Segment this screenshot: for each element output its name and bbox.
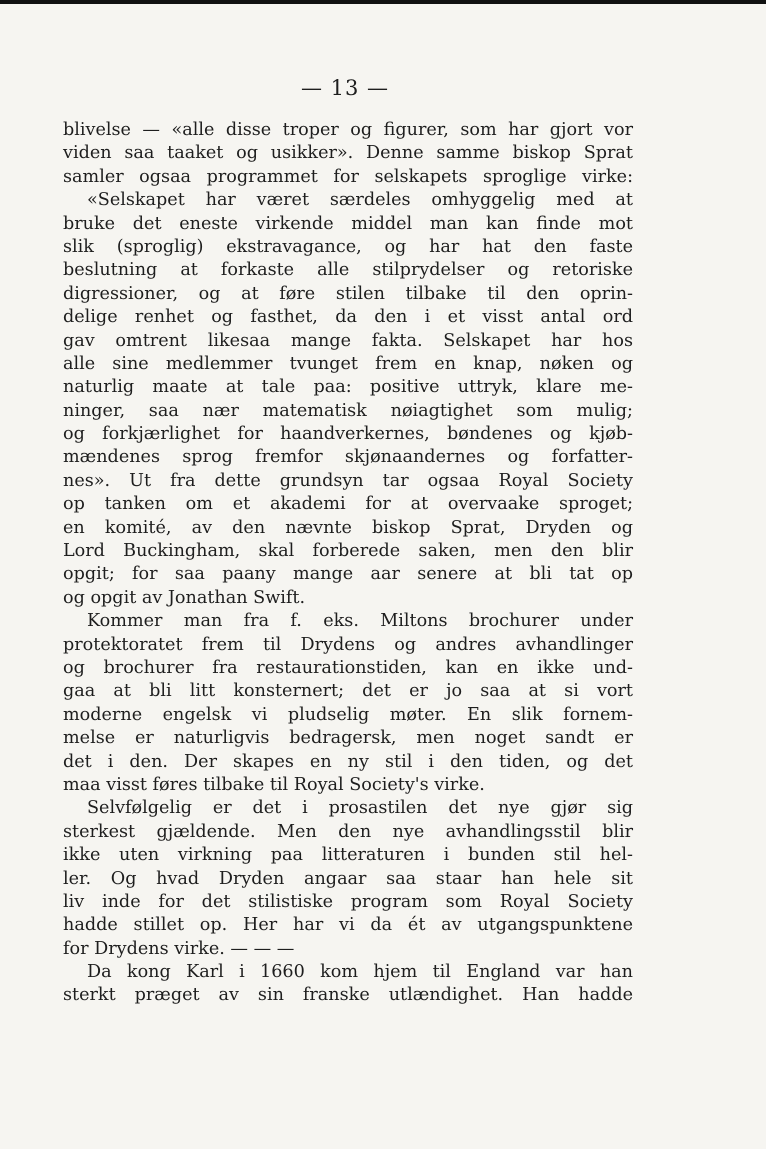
text-line: en komité, av den nævnte biskop Sprat, Dryden og [63,517,633,538]
text-line: viden saa taaket og usikker». Denne samme biskop Sprat [63,143,633,164]
text-line: protektoratet frem til Drydens og andres avhandlinger [63,634,633,655]
text-line: ninger, saa nær matematisk nøiagtighet som mulig; [63,400,633,421]
text-line: for Drydens virke. — — — [63,938,295,959]
text-line: og opgit av Jonathan Swift. [63,587,306,608]
text-line: nes». Ut fra dette grundsyn tar ogsaa Royal Society [63,470,633,491]
text-line: melse er naturligvis bedragersk, men noget sandt er [63,728,633,749]
text-line: liv inde for det stilistiske program som Royal Society [63,891,633,912]
text-line: blivelse — «alle disse troper og figurer, som har gjort vor [63,120,633,140]
text-line: og forkjærlighet for haandverkernes, bøndenes og kjøb- [63,424,633,445]
text-line: «Selskapet har været særdeles omhyggelig med at [87,190,633,211]
text-line: digressioner, og at føre stilen tilbake til den oprin- [63,283,633,304]
text-line: delige renhet og fasthet, da den i et visst antal ord [63,307,633,328]
text-line: hadde stillet op. Her har vi da ét av utgangspunktene [63,915,633,936]
text-line: sterkest gjældende. Men den nye avhandlingsstil blir [63,821,633,842]
text-line: opgit; for saa paany mange aar senere at bli tat op [63,564,633,585]
text-line: slik (sproglig) ekstravagance, og har hat den faste [63,236,633,257]
body-text [63,119,633,1008]
scan-top-edge [0,0,766,4]
text-line: beslutning at forkaste alle stilprydelser og retoriske [63,260,633,281]
text-line: Lord Buckingham, skal forberede saken, men den blir [63,541,633,562]
text-line: sterkt præget av sin franske utlændighet. Han hadde [63,985,633,1006]
text-line: op tanken om et akademi for at overvaake sproget; [63,494,633,515]
page-number: — 13 — [300,76,390,100]
text-line: det i den. Der skapes en ny stil i den tiden, og det [63,751,633,772]
text-line: gaa at bli litt konsternert; det er jo saa at si vort [63,681,633,702]
text-line: Kommer man fra f. eks. Miltons brochurer under [87,611,633,632]
text-line: samler ogsaa programmet for selskapets sproglige virke: [63,166,633,187]
text-line: og brochurer fra restaurationstiden, kan en ikke und- [63,657,633,678]
text-line: bruke det eneste virkende middel man kan finde mot [63,213,633,234]
text-line: Da kong Karl i 1660 kom hjem til England var han [87,962,633,983]
text-line: maa visst føres tilbake til Royal Society's virke. [63,774,485,795]
text-line: Selvfølgelig er det i prosastilen det nye gjør sig [87,798,633,819]
text-line: naturlig maate at tale paa: positive uttryk, klare me- [63,377,633,398]
text-line: ler. Og hvad Dryden angaar saa staar han hele sit [63,868,633,889]
text-line: moderne engelsk vi pludselig møter. En slik fornem- [63,704,633,725]
text-line: gav omtrent likesaa mange fakta. Selskapet har hos [63,330,633,351]
text-line: ikke uten virkning paa litteraturen i bunden stil hel- [63,845,633,866]
text-line: alle sine medlemmer tvunget frem en knap, nøken og [63,353,633,374]
text-line: mændenes sprog fremfor skjønaandernes og forfatter- [63,447,633,468]
